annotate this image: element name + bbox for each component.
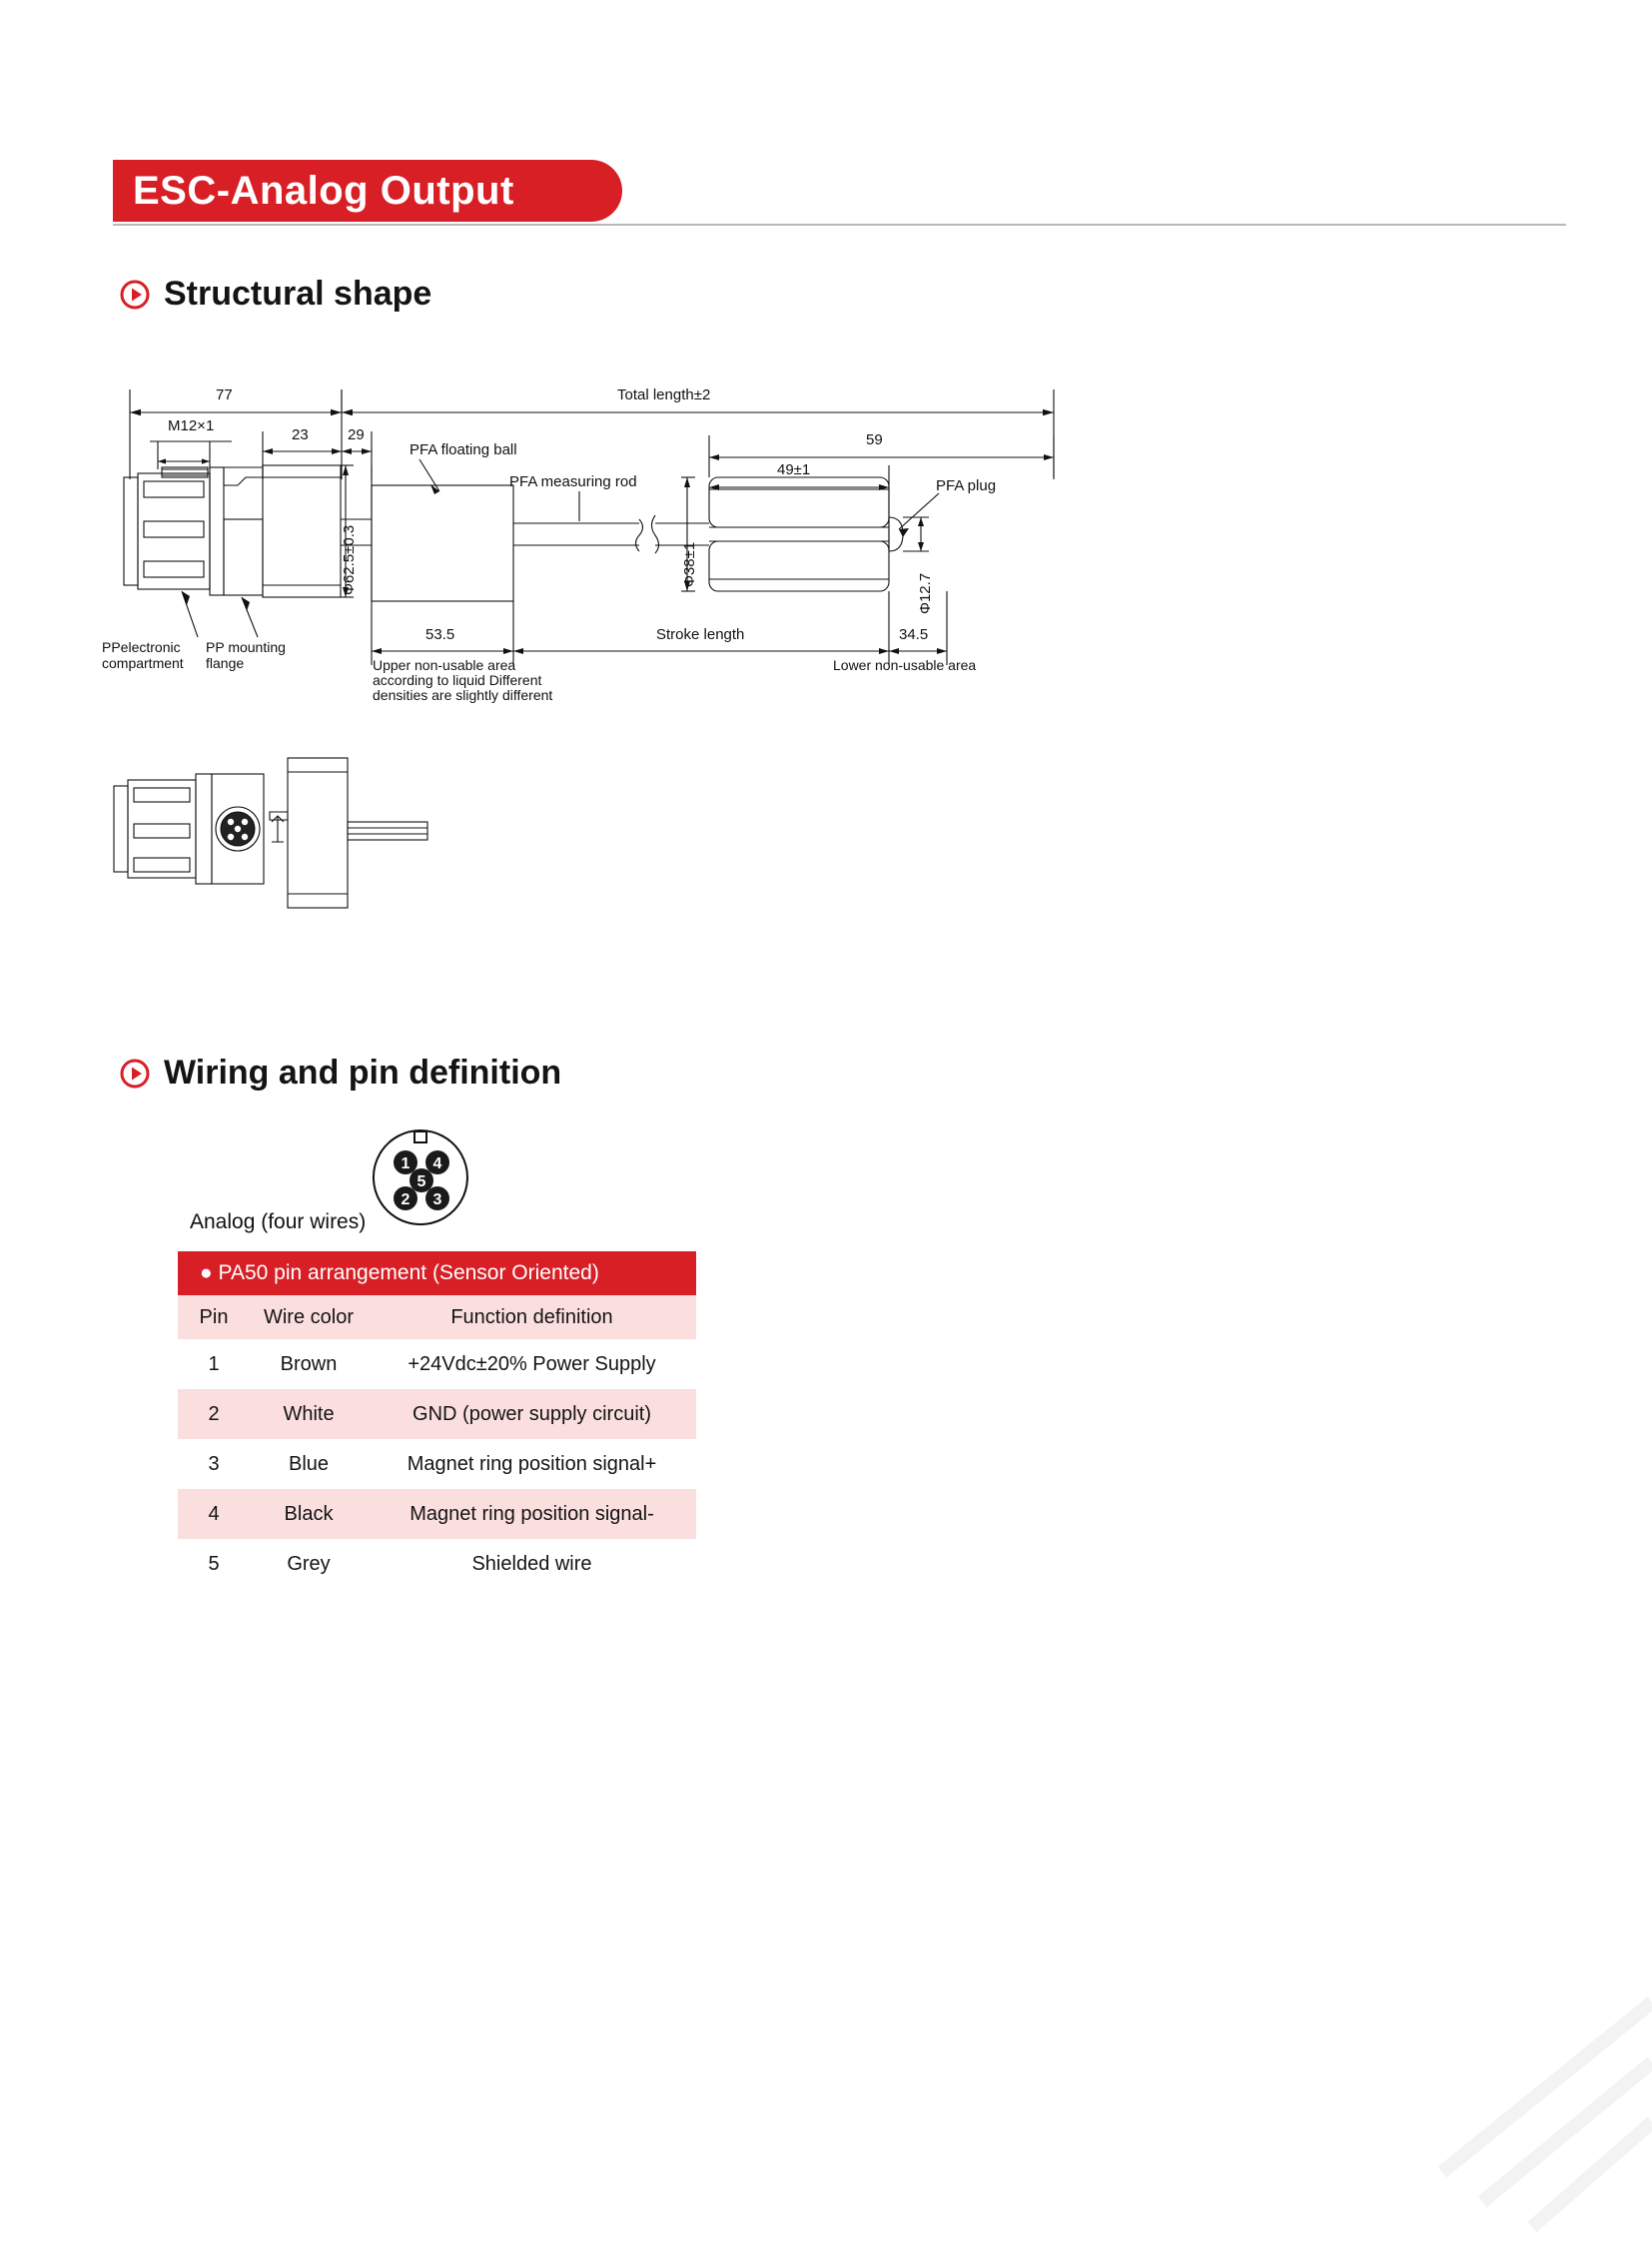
column-header-wire-color: Wire color xyxy=(250,1295,368,1339)
cell-pin: 4 xyxy=(178,1489,250,1539)
section-title-structural-shape: Structural shape xyxy=(164,275,432,313)
dim-m12x1: M12×1 xyxy=(168,417,215,434)
cell-wire-color: Blue xyxy=(288,1452,330,1475)
table-title-text: PA50 pin arrangement (Sensor Oriented) xyxy=(218,1261,599,1284)
callout-pfa-measuring-rod: PFA measuring rod xyxy=(509,473,637,490)
cell-pin: 5 xyxy=(208,1552,220,1575)
pin-definition-table xyxy=(178,1251,696,1589)
cell-function: GND (power supply circuit) xyxy=(368,1389,696,1439)
cell-function: Shielded wire xyxy=(471,1552,592,1575)
play-circle-icon xyxy=(120,1059,150,1089)
dim-total-length: Total length±2 xyxy=(617,386,711,403)
callout-pp-mounting-flange-line1: PP mounting xyxy=(206,639,286,655)
dim-34-5: 34.5 xyxy=(899,626,929,643)
dim-phi12-7: Φ12.7 xyxy=(917,572,934,614)
dim-49pm1: 49±1 xyxy=(777,461,811,478)
callout-pp-electronic-compartment-line1: PPelectronic xyxy=(102,639,181,655)
note-upper-non-usable-line3: densities are slightly different xyxy=(373,687,553,703)
dim-77: 77 xyxy=(216,386,233,403)
callout-pfa-plug: PFA plug xyxy=(936,477,997,494)
column-header-pin: Pin xyxy=(178,1295,250,1339)
dim-phi62-5: Φ62.5±0.3 xyxy=(341,524,358,595)
dim-29: 29 xyxy=(348,426,365,443)
label-stroke-length: Stroke length xyxy=(656,626,745,643)
note-lower-non-usable: Lower non-usable area xyxy=(833,657,977,673)
callout-pfa-floating-ball: PFA floating ball xyxy=(410,441,517,458)
cell-wire-color: Brown xyxy=(280,1352,338,1375)
section-heading-structural-shape xyxy=(120,275,431,314)
callout-pp-electronic-compartment-line2: compartment xyxy=(102,655,184,671)
table-row xyxy=(178,1339,696,1389)
dim-59: 59 xyxy=(866,431,883,448)
header-rule xyxy=(113,224,1566,226)
connector-face-svg xyxy=(370,1126,471,1228)
cell-wire-color: Grey xyxy=(287,1552,331,1575)
section-title-wiring-and-pin-definition: Wiring and pin definition xyxy=(164,1054,562,1092)
cell-pin: 2 xyxy=(178,1389,250,1439)
table-title xyxy=(178,1251,696,1295)
page-header xyxy=(113,160,1566,226)
assembly-front-view-svg xyxy=(110,754,469,944)
structural-drawing xyxy=(102,370,1179,739)
table-row xyxy=(178,1439,696,1489)
cell-function: Magnet ring position signal+ xyxy=(407,1452,657,1475)
note-upper-non-usable-line1: Upper non-usable area xyxy=(373,657,516,673)
cell-wire-color: Black xyxy=(250,1489,368,1539)
column-header-function-definition: Function definition xyxy=(368,1295,696,1339)
table-row xyxy=(178,1389,696,1439)
pin-number-4: 4 xyxy=(432,1155,442,1172)
connector-label: Analog (four wires) xyxy=(190,1210,367,1233)
cell-wire-color: White xyxy=(250,1389,368,1439)
connector-pinout-diagram xyxy=(370,1126,471,1228)
pin-number-1: 1 xyxy=(401,1155,411,1172)
play-circle-icon xyxy=(120,280,150,310)
cell-function: Magnet ring position signal- xyxy=(368,1489,696,1539)
dim-phi38: Φ38±1 xyxy=(681,541,698,587)
pin-number-5: 5 xyxy=(416,1173,426,1190)
dim-23: 23 xyxy=(292,426,309,443)
dim-53-5: 53.5 xyxy=(425,626,455,643)
table-title-bullet: ● xyxy=(200,1261,213,1284)
cell-pin: 3 xyxy=(208,1452,220,1475)
pin-number-2: 2 xyxy=(401,1191,411,1208)
table-header-row xyxy=(178,1295,696,1339)
cell-function: +24Vdc±20% Power Supply xyxy=(408,1352,656,1375)
header-banner xyxy=(113,160,622,222)
table-row xyxy=(178,1539,696,1589)
table-title-row xyxy=(178,1251,696,1295)
assembly-side-view-svg xyxy=(110,370,1179,739)
callout-pp-mounting-flange-line2: flange xyxy=(206,655,245,671)
cell-pin: 1 xyxy=(208,1352,220,1375)
structural-drawing-front-view xyxy=(110,754,469,944)
section-heading-wiring-and-pin-definition xyxy=(120,1054,561,1093)
page-watermark xyxy=(1013,1703,1652,2242)
table-row xyxy=(178,1489,696,1539)
pin-number-3: 3 xyxy=(432,1191,442,1208)
page-title: ESC-Analog Output xyxy=(133,168,514,213)
note-upper-non-usable-line2: according to liquid Different xyxy=(373,672,542,688)
